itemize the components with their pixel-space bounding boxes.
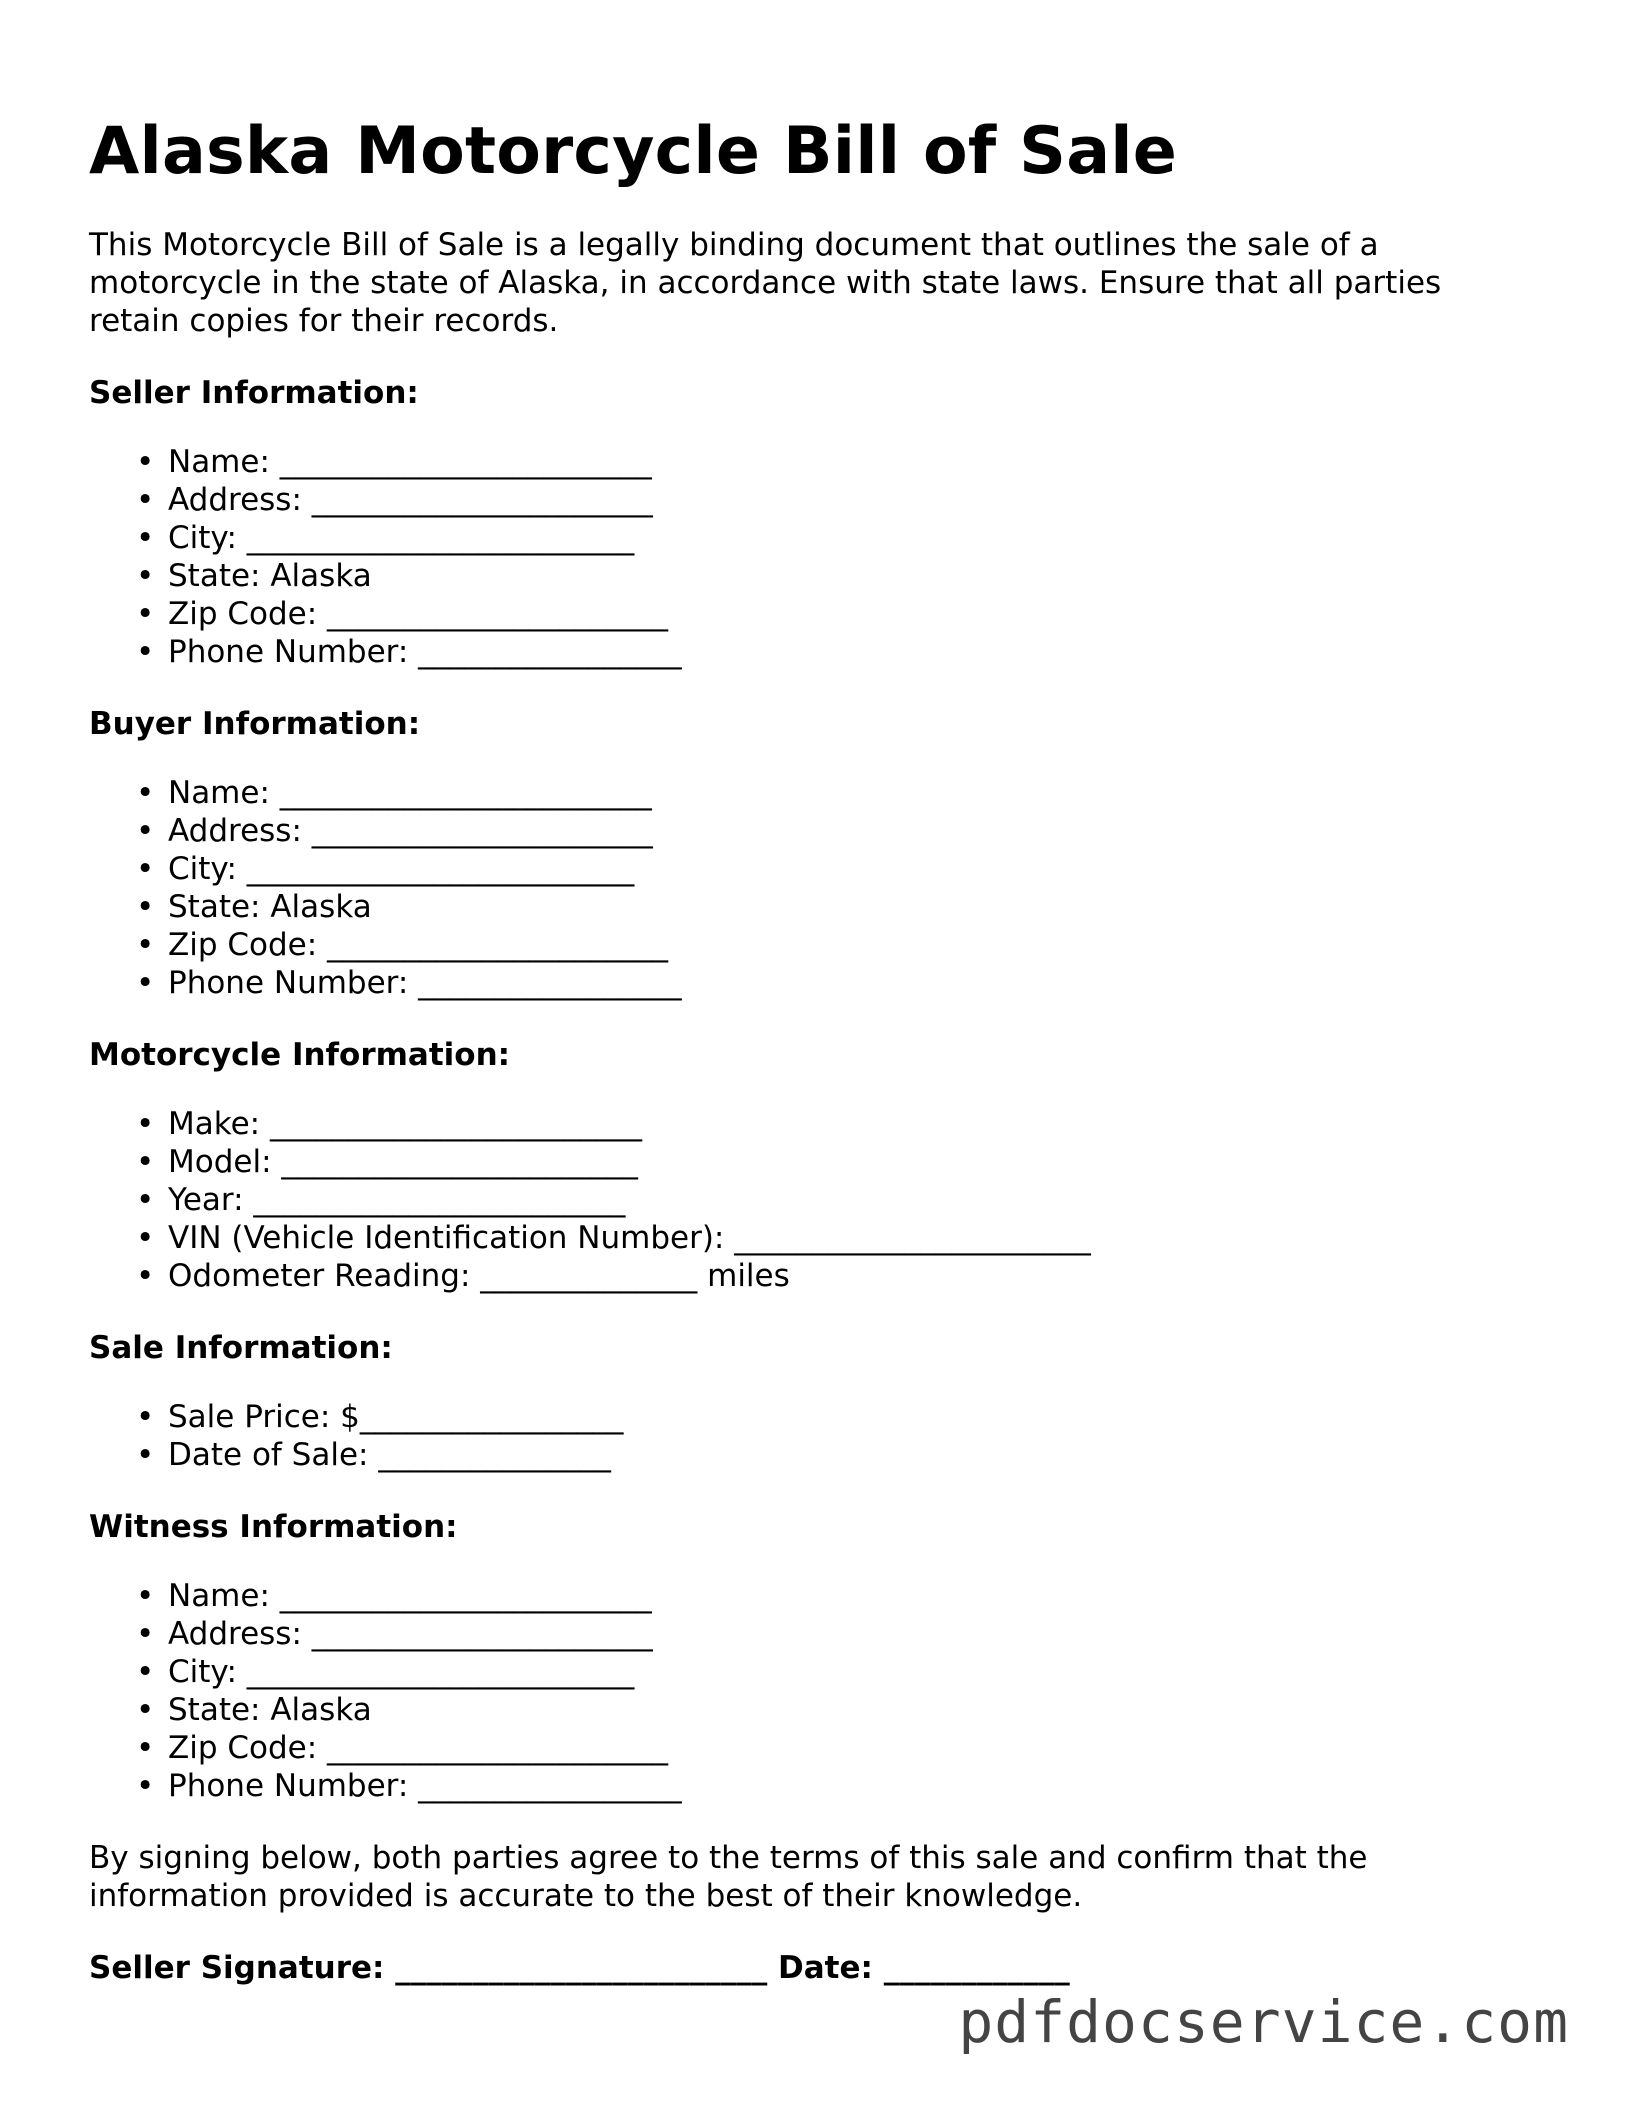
seller-zip-field[interactable]: • Zip Code: ______________________ — [136, 596, 669, 632]
seller-section-heading: Seller Information: — [89, 375, 419, 411]
buyer-zip-field[interactable]: • Zip Code: ______________________ — [136, 927, 669, 963]
witness-fields-list — [89, 1577, 1549, 1805]
bullet-icon: • — [136, 558, 155, 594]
bullet-icon: • — [136, 596, 155, 632]
bullet-icon: • — [136, 1258, 155, 1294]
seller-name-field[interactable]: • Name: ________________________ — [136, 444, 652, 480]
bullet-icon: • — [136, 775, 155, 811]
bullet-icon: • — [136, 1106, 155, 1142]
seller-city-field[interactable]: • City: _________________________ — [136, 520, 635, 556]
bullet-icon: • — [136, 851, 155, 887]
buyer-name-field[interactable]: • Name: ________________________ — [136, 775, 652, 811]
buyer-phone-field[interactable]: • Phone Number: _________________ — [136, 965, 682, 1001]
bullet-icon: • — [136, 444, 155, 480]
bullet-icon: • — [136, 813, 155, 849]
motorcycle-vin-field[interactable]: • VIN (Vehicle Identification Number): _______________________ — [136, 1220, 1091, 1256]
buyer-state-field: • State: Alaska — [136, 889, 372, 925]
witness-city-field[interactable]: • City: _________________________ — [136, 1654, 635, 1690]
buyer-address-field[interactable]: • Address: ______________________ — [136, 813, 653, 849]
witness-zip-field[interactable]: • Zip Code: ______________________ — [136, 1730, 669, 1766]
sale-date-field[interactable]: • Date of Sale: _______________ — [136, 1437, 611, 1473]
bullet-icon: • — [136, 1768, 155, 1804]
buyer-fields-list — [89, 774, 1549, 1002]
witness-section-heading: Witness Information: — [89, 1509, 458, 1545]
bullet-icon: • — [136, 1437, 155, 1473]
witness-name-field[interactable]: • Name: ________________________ — [136, 1578, 652, 1614]
document-title: Alaska Motorcycle Bill of Sale — [89, 114, 1178, 189]
bullet-icon: • — [136, 1220, 155, 1256]
motorcycle-section-heading: Motorcycle Information: — [89, 1037, 511, 1073]
bullet-icon: • — [136, 1692, 155, 1728]
bullet-icon: • — [136, 1578, 155, 1614]
intro-paragraph: This Motorcycle Bill of Sale is a legally binding document that outlines the sale of a motorcycle in the state of Alaska, in accordance with state laws. Ensure that all parties retain copies for their records. — [89, 227, 1442, 339]
motorcycle-odometer-field[interactable]: • Odometer Reading: ______________ miles — [136, 1258, 790, 1294]
watermark-text: pdfdocservice.com — [958, 1988, 1569, 2056]
seller-state-field: • State: Alaska — [136, 558, 372, 594]
seller-fields-list — [89, 443, 1549, 671]
buyer-section-heading: Buyer Information: — [89, 706, 421, 742]
motorcycle-make-field[interactable]: • Make: ________________________ — [136, 1106, 642, 1142]
bullet-icon: • — [136, 1616, 155, 1652]
sale-price-field[interactable]: • Sale Price: $_________________ — [136, 1399, 624, 1435]
buyer-city-field[interactable]: • City: _________________________ — [136, 851, 635, 887]
bullet-icon: • — [136, 482, 155, 518]
bullet-icon: • — [136, 520, 155, 556]
motorcycle-model-field[interactable]: • Model: _______________________ — [136, 1144, 638, 1180]
motorcycle-fields-list — [89, 1105, 1549, 1295]
bullet-icon: • — [136, 1144, 155, 1180]
seller-address-field[interactable]: • Address: ______________________ — [136, 482, 653, 518]
closing-paragraph: By signing below, both parties agree to the terms of this sale and confirm that the information provided is accurate to the best of their knowledge. — [89, 1840, 1368, 1914]
witness-address-field[interactable]: • Address: ______________________ — [136, 1616, 653, 1652]
sale-section-heading: Sale Information: — [89, 1330, 393, 1366]
motorcycle-year-field[interactable]: • Year: ________________________ — [136, 1182, 626, 1218]
bullet-icon: • — [136, 965, 155, 1001]
bullet-icon: • — [136, 1654, 155, 1690]
seller-signature-line[interactable]: Seller Signature: ________________________ Date: ____________ — [89, 1950, 1070, 1986]
bullet-icon: • — [136, 1182, 155, 1218]
sale-fields-list — [89, 1398, 1549, 1474]
bullet-icon: • — [136, 1730, 155, 1766]
bullet-icon: • — [136, 1399, 155, 1435]
bullet-icon: • — [136, 927, 155, 963]
bullet-icon: • — [136, 889, 155, 925]
bullet-icon: • — [136, 634, 155, 670]
witness-phone-field[interactable]: • Phone Number: _________________ — [136, 1768, 682, 1804]
document-page — [89, 112, 1549, 1987]
seller-phone-field[interactable]: • Phone Number: _________________ — [136, 634, 682, 670]
witness-state-field: • State: Alaska — [136, 1692, 372, 1728]
